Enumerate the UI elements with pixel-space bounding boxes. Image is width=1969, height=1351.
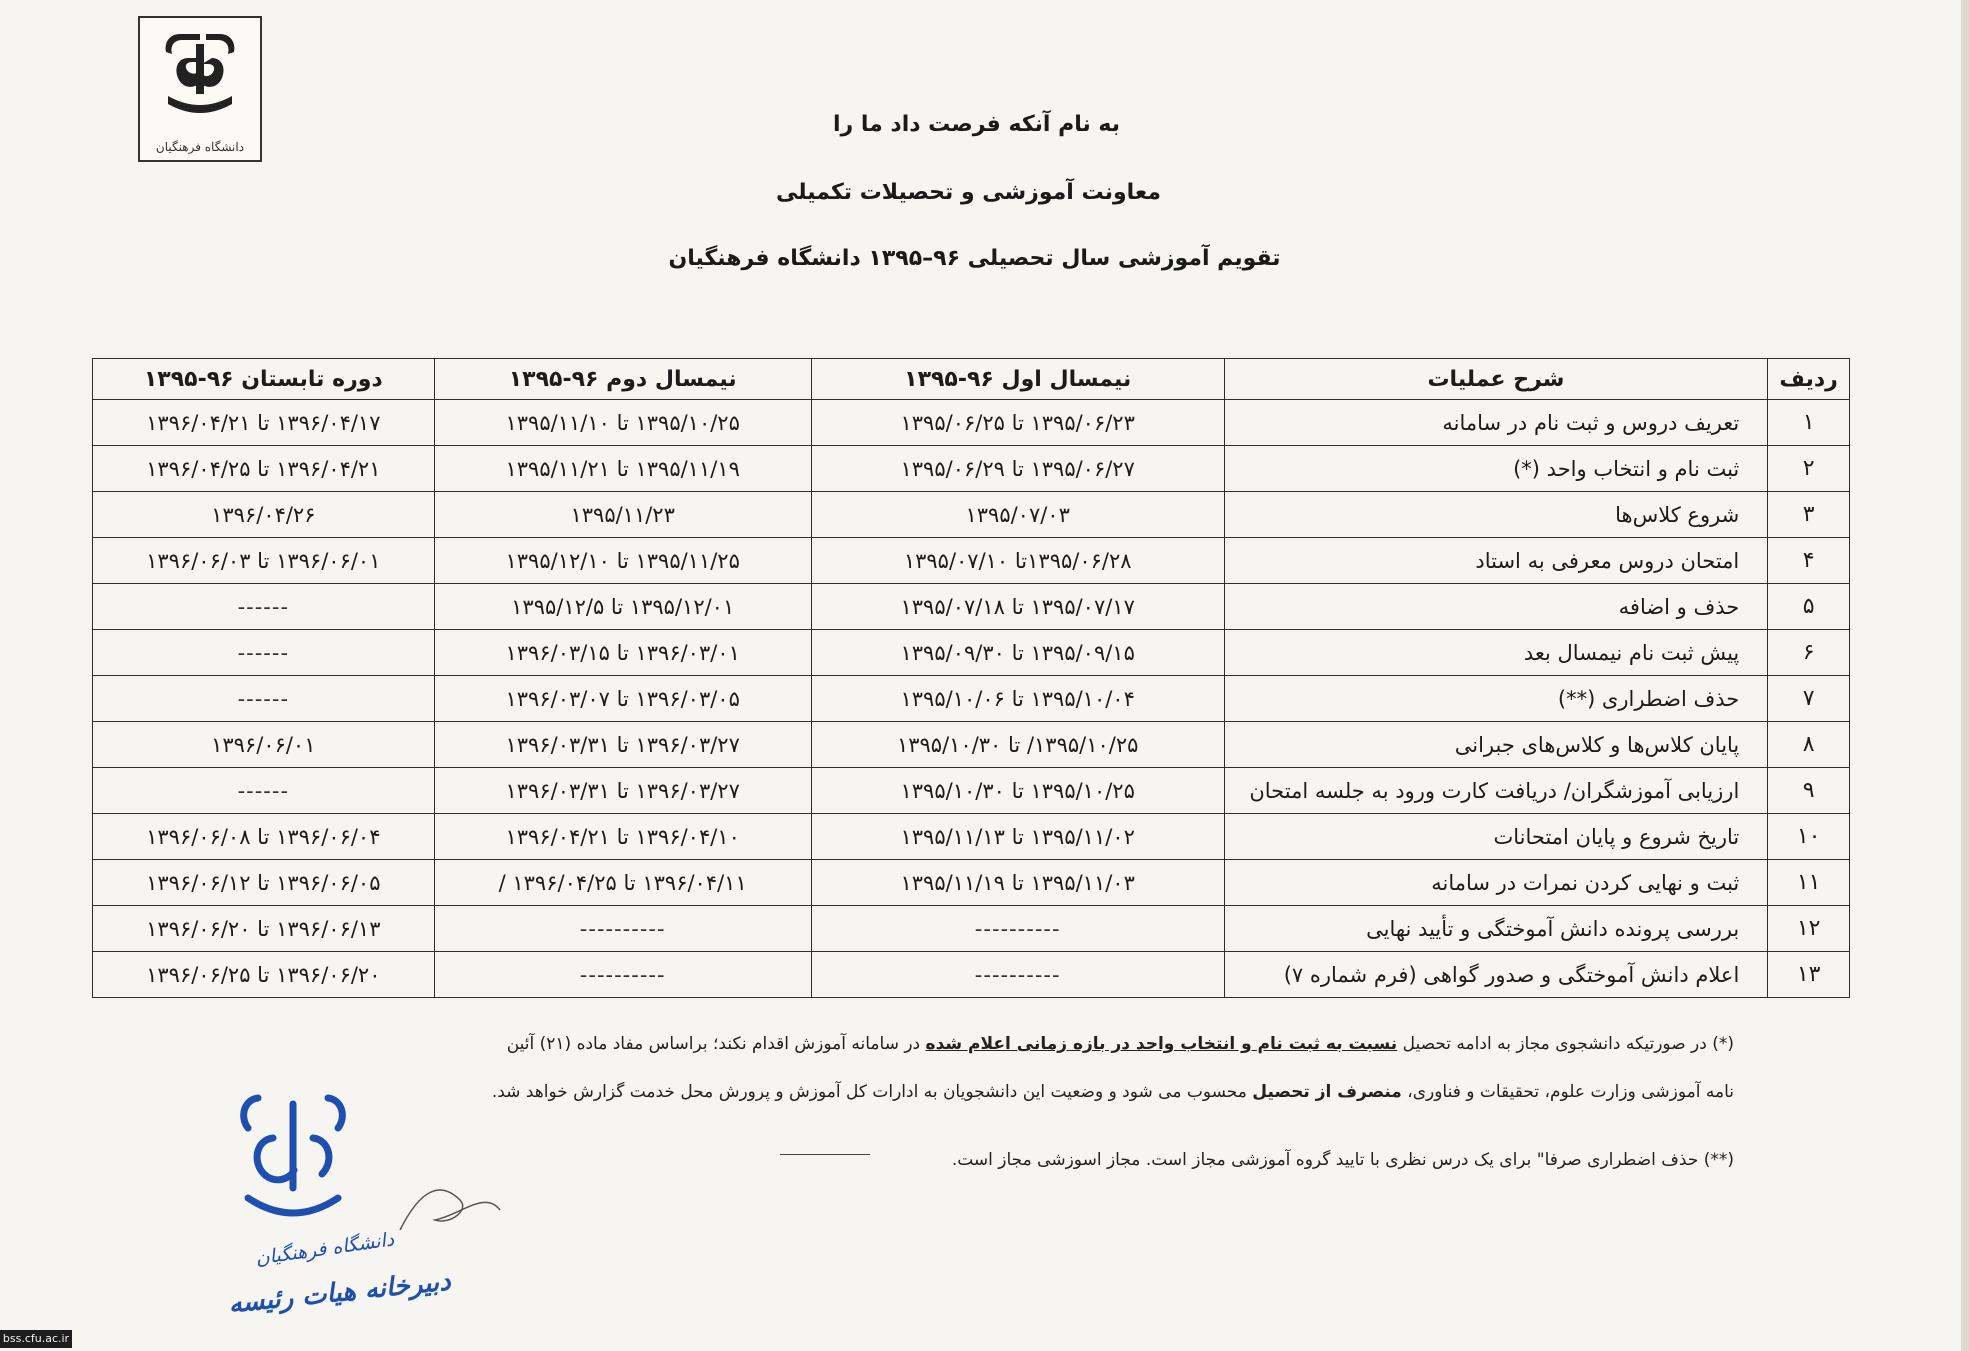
row-number: ۷: [1768, 676, 1850, 722]
operation-cell: تعریف دروس و ثبت نام در سامانه: [1224, 400, 1768, 446]
semester-2-cell: ۱۳۹۵/۱۱/۱۹ تا ۱۳۹۵/۱۱/۲۱: [434, 446, 811, 492]
summer-cell: ------: [93, 676, 435, 722]
semester-2-cell: ۱۳۹۵/۱۲/۰۱ تا ۱۳۹۵/۱۲/۵: [434, 584, 811, 630]
row-number: ۹: [1768, 768, 1850, 814]
table-row: [93, 538, 1850, 584]
semester-2-cell: ۱۳۹۶/۰۳/۰۵ تا ۱۳۹۶/۰۳/۰۷: [434, 676, 811, 722]
operation-cell: پیش ثبت نام نیمسال بعد: [1224, 630, 1768, 676]
semester-2-cell: ۱۳۹۶/۰۴/۱۰ تا ۱۳۹۶/۰۴/۲۱: [434, 814, 811, 860]
semester-2-cell: ۱۳۹۵/۱۱/۲۳: [434, 492, 811, 538]
footnote-emphasis: نسبت به ثبت نام و انتخاب واحد در بازه زمانی اعلام شده: [925, 1034, 1398, 1054]
summer-cell: ۱۳۹۶/۰۶/۰۱ تا ۱۳۹۶/۰۶/۰۳: [93, 538, 435, 584]
semester-1-cell: ۱۳۹۵/۱۱/۰۲ تا ۱۳۹۵/۱۱/۱۳: [811, 814, 1224, 860]
university-logo: [138, 16, 262, 162]
row-number: ۱: [1768, 400, 1850, 446]
heading-invocation: به نام آنکه فرصت داد ما را: [833, 112, 1120, 137]
semester-1-cell: ۱۳۹۵/۰۶/۲۳ تا ۱۳۹۵/۰۶/۲۵: [811, 400, 1224, 446]
table-row: [93, 906, 1850, 952]
summer-cell: ۱۳۹۶/۰۶/۲۰ تا ۱۳۹۶/۰۶/۲۵: [93, 952, 435, 998]
operation-cell: امتحان دروس معرفی به استاد: [1224, 538, 1768, 584]
table-row: [93, 722, 1850, 768]
summer-cell: ------: [93, 584, 435, 630]
semester-2-cell: ۱۳۹۶/۰۳/۲۷ تا ۱۳۹۶/۰۳/۳۱: [434, 722, 811, 768]
summer-cell: ۱۳۹۶/۰۴/۲۱ تا ۱۳۹۶/۰۴/۲۵: [93, 446, 435, 492]
footnote-registration-cont: [492, 1082, 1734, 1102]
semester-1-cell: ----------: [811, 906, 1224, 952]
row-number: ۶: [1768, 630, 1850, 676]
table-row: [93, 676, 1850, 722]
table-row: [93, 814, 1850, 860]
semester-2-cell: ۱۳۹۶/۰۳/۰۱ تا ۱۳۹۶/۰۳/۱۵: [434, 630, 811, 676]
semester-2-cell: ۱۳۹۵/۱۱/۲۵ تا ۱۳۹۵/۱۲/۱۰: [434, 538, 811, 584]
row-number: ۵: [1768, 584, 1850, 630]
operation-cell: شروع کلاس‌ها: [1224, 492, 1768, 538]
operation-cell: حذف اضطراری (**): [1224, 676, 1768, 722]
semester-1-cell: ۱۳۹۵/۱۰/۲۵ تا ۱۳۹۵/۱۰/۳۰: [811, 768, 1224, 814]
footnote-emergency-drop: (**) حذف اضطراری صرفا" برای یک درس نظری با تایید گروه آموزشی مجاز است. مجاز اسوزشی مجاز است.: [951, 1150, 1734, 1170]
operation-cell: بررسی پرونده دانش آموختگی و تأیید نهایی: [1224, 906, 1768, 952]
table-row: [93, 952, 1850, 998]
stamp-caption: دانشگاه فرهنگیان: [254, 1228, 396, 1270]
header-semester-2: نیمسال دوم ۹۶-۱۳۹۵: [434, 359, 811, 400]
header-summer: دوره تابستان ۹۶-۱۳۹۵: [93, 359, 435, 400]
semester-1-cell: ۱۳۹۵/۰۷/۰۳: [811, 492, 1224, 538]
summer-cell: ۱۳۹۶/۰۶/۱۳ تا ۱۳۹۶/۰۶/۲۰: [93, 906, 435, 952]
table-row: [93, 860, 1850, 906]
operation-cell: ثبت نام و انتخاب واحد (*): [1224, 446, 1768, 492]
footnote-text: (*) در صورتیکه دانشجوی مجاز به ادامه تحصیل: [1402, 1034, 1734, 1054]
header-semester-1: نیمسال اول ۹۶-۱۳۹۵: [811, 359, 1224, 400]
table-row: [93, 400, 1850, 446]
scan-edge: [1961, 0, 1969, 1351]
row-number: ۳: [1768, 492, 1850, 538]
semester-1-cell: ۱۳۹۵/۰۷/۱۷ تا ۱۳۹۵/۰۷/۱۸: [811, 584, 1224, 630]
footnote-text: محسوب می شود و وضعیت این دانشجویان به ادارات کل آموزش و پرورش محل خدمت گزارش خواهد شد.: [491, 1082, 1247, 1102]
row-number: ۱۰: [1768, 814, 1850, 860]
summer-cell: ۱۳۹۶/۰۴/۱۷ تا ۱۳۹۶/۰۴/۲۱: [93, 400, 435, 446]
operation-cell: اعلام دانش آموختگی و صدور گواهی (فرم شماره ۷): [1224, 952, 1768, 998]
summer-cell: ۱۳۹۶/۰۶/۰۵ تا ۱۳۹۶/۰۶/۱۲: [93, 860, 435, 906]
operation-cell: ارزیابی آموزشگران/ دریافت کارت ورود به جلسه امتحان: [1224, 768, 1768, 814]
table-row: [93, 768, 1850, 814]
table-row: [93, 446, 1850, 492]
semester-2-cell: ۱۳۹۶/۰۳/۲۷ تا ۱۳۹۶/۰۳/۳۱: [434, 768, 811, 814]
stamp-office-name: دبیرخانه هیات رئیسه: [227, 1266, 452, 1320]
header-row-number: ردیف: [1768, 359, 1850, 400]
row-number: ۱۱: [1768, 860, 1850, 906]
semester-1-cell: ۱۳۹۵/۰۹/۱۵ تا ۱۳۹۵/۰۹/۳۰: [811, 630, 1224, 676]
operation-cell: حذف و اضافه: [1224, 584, 1768, 630]
summer-cell: ------: [93, 768, 435, 814]
signature-icon: [390, 1170, 510, 1250]
operation-cell: پایان کلاس‌ها و کلاس‌های جبرانی: [1224, 722, 1768, 768]
footnote-text: نامه آموزشی وزارت علوم، تحقیقات و فناوری،: [1407, 1082, 1734, 1102]
table-header-row: [93, 359, 1850, 400]
footnote-text: در سامانه آموزش اقدام نکند؛ براساس مفاد ماده (۲۱) آئین: [506, 1034, 921, 1054]
summer-cell: ------: [93, 630, 435, 676]
university-stamp-icon: [218, 1078, 368, 1248]
semester-1-cell: ۱۳۹۵/۱۱/۰۳ تا ۱۳۹۵/۱۱/۱۹: [811, 860, 1224, 906]
operation-cell: تاریخ شروع و پایان امتحانات: [1224, 814, 1768, 860]
table-row: [93, 492, 1850, 538]
divider: [780, 1154, 870, 1155]
footnote-emphasis: منصرف از تحصیل: [1252, 1082, 1402, 1102]
table-row: [93, 630, 1850, 676]
semester-2-cell: ----------: [434, 906, 811, 952]
row-number: ۲: [1768, 446, 1850, 492]
row-number: ۱۳: [1768, 952, 1850, 998]
row-number: ۴: [1768, 538, 1850, 584]
table-row: [93, 584, 1850, 630]
heading-department: معاونت آموزشی و تحصیلات تکمیلی: [776, 180, 1161, 205]
semester-1-cell: ----------: [811, 952, 1224, 998]
summer-cell: ۱۳۹۶/۰۶/۰۴ تا ۱۳۹۶/۰۶/۰۸: [93, 814, 435, 860]
semester-1-cell: ۱۳۹۵/۱۰/۰۴ تا ۱۳۹۵/۱۰/۰۶: [811, 676, 1224, 722]
page-title: تقویم آموزشی سال تحصیلی ۹۶–۱۳۹۵ دانشگاه فرهنگیان: [668, 246, 1281, 271]
semester-2-cell: ۱۳۹۵/۱۰/۲۵ تا ۱۳۹۵/۱۱/۱۰: [434, 400, 811, 446]
operation-cell: ثبت و نهایی کردن نمرات در سامانه: [1224, 860, 1768, 906]
semester-2-cell: ----------: [434, 952, 811, 998]
summer-cell: ۱۳۹۶/۰۶/۰۱: [93, 722, 435, 768]
row-number: ۸: [1768, 722, 1850, 768]
academic-calendar-table: [92, 358, 1850, 998]
semester-1-cell: ۱۳۹۵/۱۰/۲۵/ تا ۱۳۹۵/۱۰/۳۰: [811, 722, 1224, 768]
summer-cell: ۱۳۹۶/۰۴/۲۶: [93, 492, 435, 538]
semester-2-cell: ۱۳۹۶/۰۴/۱۱ تا ۱۳۹۶/۰۴/۲۵ /: [434, 860, 811, 906]
site-badge: bss.cfu.ac.ir: [0, 1330, 72, 1348]
footnote-registration: [507, 1034, 1734, 1054]
semester-1-cell: ۱۳۹۵/۰۶/۲۸تا ۱۳۹۵/۰۷/۱۰: [811, 538, 1224, 584]
logo-caption: دانشگاه فرهنگیان: [155, 140, 245, 154]
semester-1-cell: ۱۳۹۵/۰۶/۲۷ تا ۱۳۹۵/۰۶/۲۹: [811, 446, 1224, 492]
header-operation: شرح عملیات: [1224, 359, 1768, 400]
row-number: ۱۲: [1768, 906, 1850, 952]
